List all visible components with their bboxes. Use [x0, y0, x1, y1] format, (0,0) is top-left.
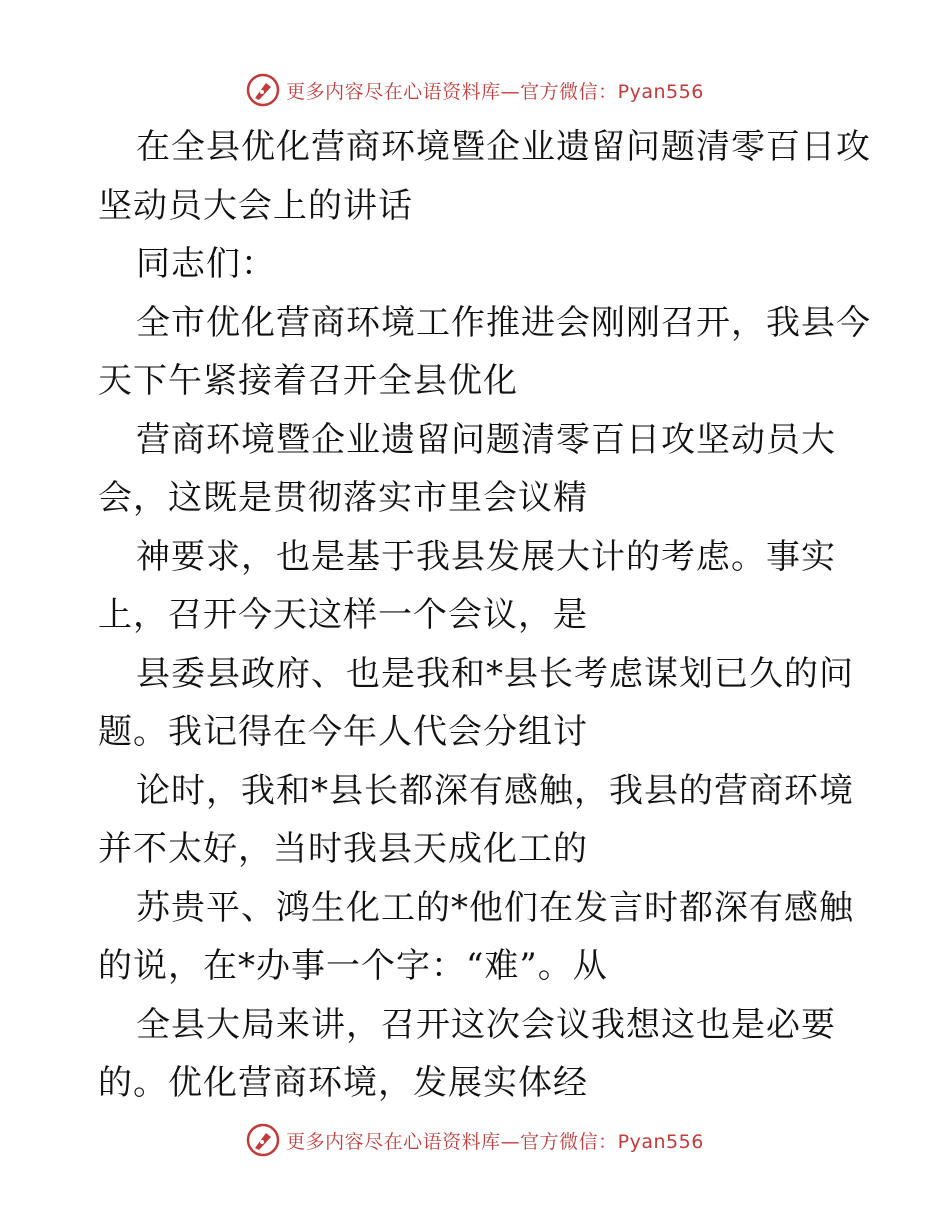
document-line: 题。我记得在今年人代会分组讨	[98, 712, 588, 752]
document-line: 并不太好，当时我县天成化工的	[98, 829, 588, 869]
banner-text: 更多内容尽在心语资料库—官方微信：Pyan556	[286, 1130, 704, 1153]
header-banner	[0, 70, 950, 110]
pen-nib-icon	[246, 73, 280, 107]
document-line: 全市优化营商环境工作推进会刚刚召开，我县今	[136, 302, 871, 343]
banner-text: 更多内容尽在心语资料库—官方微信：Pyan556	[286, 80, 704, 103]
document-line: 在全县优化营商环境暨企业遗留问题清零百日攻	[136, 127, 871, 167]
document-line: 坚动员大会上的讲话	[98, 185, 413, 226]
document-line: 全县大局来讲，召开这次会议我想这也是必要	[136, 1004, 836, 1045]
document-line: 县委县政府、也是我和*县长考虑谋划已久的问	[136, 653, 854, 694]
document-line: 论时，我和*县长都深有感触，我县的营商环境	[136, 770, 854, 811]
document-line: 上，召开今天这样一个会议，是	[98, 595, 588, 635]
document-line: 的。优化营商环境，发展实体经	[98, 1063, 588, 1103]
document-body	[98, 118, 878, 1113]
document-line: 神要求，也是基于我县发展大计的考虑。事实	[136, 536, 836, 577]
document-line: 会，这既是贯彻落实市里会议精	[98, 478, 588, 518]
footer-banner	[0, 1120, 950, 1160]
document-line: 天下午紧接着召开全县优化	[98, 361, 518, 401]
document-line: 营商环境暨企业遗留问题清零百日攻坚动员大	[136, 419, 836, 460]
document-line: 苏贵平、鸿生化工的*他们在发言时都深有感触	[136, 887, 854, 928]
document-line: 同志们：	[136, 244, 276, 284]
pen-nib-icon	[246, 1123, 280, 1157]
document-line: 的说，在*办事一个字：“难”。从	[98, 946, 608, 986]
